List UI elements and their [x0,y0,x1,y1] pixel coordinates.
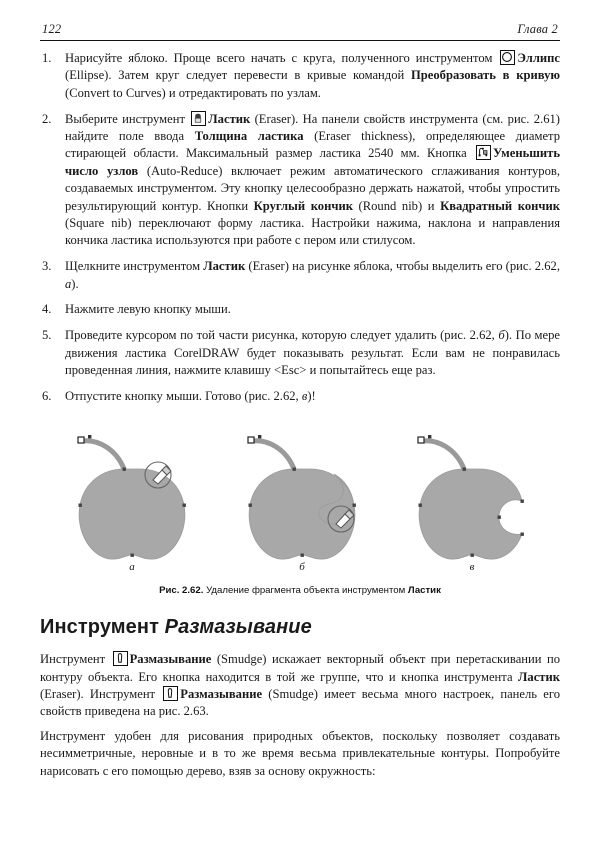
step-number: 4. [42,302,52,317]
inline-text: ). По мере движения ластика CorelDRAW будет показывать результат. Если вам не понравилась проведенная линия, нажмите клавишу <Esc> и попытайтесь еще раз. [65,328,560,377]
inline-text: (Smudge) искажает векторный объект при перетаскивании по контуру объекта. Его кнопка находится в той же группе, что и кнопка инструмента [40,652,560,684]
inline-italic-term: а [65,276,72,291]
inline-bold-term: Квадратный кончик [440,198,560,213]
apple-bitten-result-graphic [398,417,546,565]
figure-caption [40,585,560,596]
figure-caption-text: Удаление фрагмента объекта инструментом [203,585,408,597]
page-number: 122 [42,22,62,36]
body-paragraph [40,728,560,780]
figure-caption-number: Рис. 2.62. [159,585,204,597]
figure-sublabel-b: б [299,561,305,574]
figure-apple-v [398,417,546,577]
inline-italic-term: б [498,328,505,343]
inline-text: (Eraser) на рисунке яблока, чтобы выделить его (рис. 2.62, [245,259,560,274]
figure-sublabel-a: а [129,561,135,574]
step-number: 2. [42,111,52,126]
section-heading-plain: Инструмент [40,616,165,639]
figure-apple-a [58,417,206,577]
inline-bold-term: Эллипс [517,51,560,65]
inline-text: (Eraser). Инструмент [40,687,162,701]
inline-text: Проведите курсором по той части рисунка, которую следует удалить (рис. 2.62, [65,328,499,343]
inline-text: (Convert to Curves) и отредактировать по узлам. [65,85,321,100]
ellipse-tool-icon [500,50,515,65]
step-text [65,51,560,100]
inline-italic-term: в [301,388,308,403]
inline-text: Инструмент [40,652,111,667]
procedure-step [40,111,560,250]
figure-sublabel-v: в [469,561,475,574]
inline-text: (Eraser). На панели свойств инструмента (см. рис. 2.61) найдите поле ввода [65,111,560,143]
inline-text: Нарисуйте яблоко. Проще всего начать с круга, полученного инструментом [65,51,499,65]
eraser-tool-icon [191,111,206,126]
running-head [40,0,560,41]
smudge-tool-icon [113,651,128,666]
figure-apple-b [228,417,376,577]
body-paragraph [40,651,560,721]
inline-text: )! [307,388,316,403]
smudge-tool-icon [163,686,178,701]
page-title [40,616,560,639]
inline-bold-term: Толщина ластика [194,129,304,143]
inline-bold-term: Размазывание [180,687,263,701]
step-number: 3. [42,259,52,274]
step-number: 5. [42,328,52,343]
inline-bold-term: Ластик [518,669,560,684]
inline-text: (Auto-Reduce) включает режим автоматического сглаживания контуров, создаваемых инструментом. Эту кнопку целесообразно держать нажатой, чтобы упростить результирующий контур. Кнопки [65,163,560,213]
procedure-step [40,301,560,318]
inline-bold-term: Ластик [203,259,246,274]
auto-reduce-nodes-icon [476,145,491,160]
inline-text: Щелкните инструментом [65,259,204,274]
figure-caption-tool: Ластик [407,585,441,597]
step-number: 6. [42,388,52,403]
inline-text: ). [71,276,79,291]
inline-text: (Eraser thickness), определяющее диаметр стирающей области. Максимальный размер ластика 2540 мм. Кнопка [65,129,560,161]
procedure-step [40,388,560,405]
inline-text: Отпустите кнопку мыши. Готово (рис. 2.62, [65,388,302,403]
procedure-step [40,258,560,293]
inline-bold-term: Размазывание [129,652,212,667]
apple-whole-with-eraser-cursor-graphic [58,417,206,565]
inline-text: (Smudge) имеет весьма много настроек, панель его свойств приведена на рис. 2.63. [40,687,561,719]
step-text [65,328,560,377]
inline-bold-term: Ластик [208,111,251,126]
procedure-step [40,50,560,102]
apple-partially-erased-with-cursor-graphic [228,417,376,565]
inline-text: Нажмите левую кнопку мыши. [65,302,231,317]
step-text [65,302,231,316]
procedure-step [40,327,560,379]
step-text [65,112,560,248]
section-heading-italic: Размазывание [164,616,312,639]
step-text [65,389,316,403]
step-text [65,259,560,290]
section-body [40,651,560,780]
inline-bold-term: Уменьшить число узлов [65,146,560,178]
inline-bold-term: Круглый кончик [253,198,353,213]
step-number: 1. [42,51,52,65]
inline-text: (Round nib) и [352,198,441,213]
inline-text: (Ellipse). Затем круг следует перевести в кривые командой [65,68,411,83]
figure-2-62 [40,417,560,597]
inline-text: Инструмент удобен для рисования природных объектов, поскольку позволяет создавать несимметричные, неровные и в то же время весьма привлекательные контуры. Попробуйте нарисовать с его помощью дерево, взяв за основу окружность: [40,728,560,778]
inline-text: Выберите инструмент [65,111,190,126]
chapter-title: Глава 2 [517,22,558,36]
procedure-steps [40,50,560,405]
inline-bold-term: Преобразовать в кривую [411,68,561,83]
inline-text: (Square nib) переключают форму ластика. Настройки нажима, наклона и направления кончика ластика используются при работе с пером или стилусом. [65,215,560,248]
